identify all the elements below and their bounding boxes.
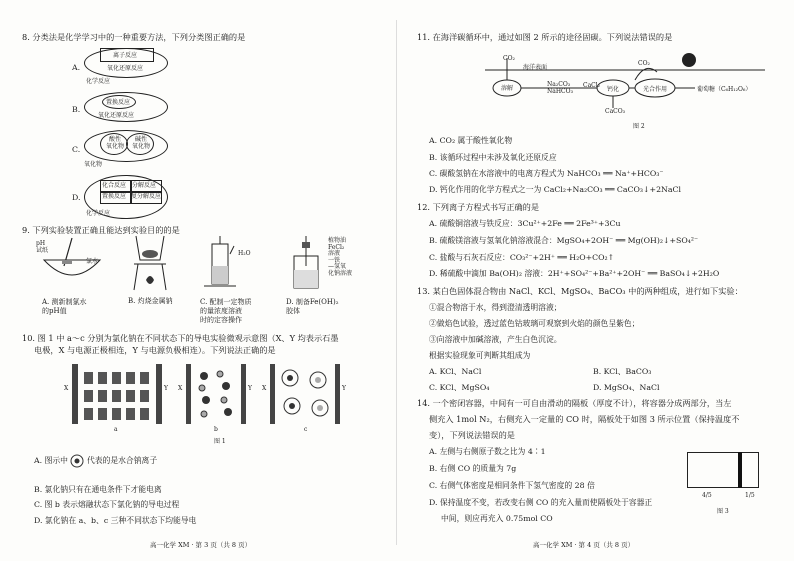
q10-option-a-text2: 代表的是水合钠离子 (86, 456, 158, 465)
q8-stem: 8. 分类法是化学学习中的一种重要方法，下列分类图正确的是 (22, 32, 246, 42)
q9-a-ph-label: pH 试纸 (36, 240, 49, 254)
q11-node-calc: 钙化 (607, 86, 620, 93)
q11-option-d[interactable]: D. 钙化作用的化学方程式之一为 CaCl₂+Na₂CO₃ ══ CaCO₃↓+2NaCl (429, 185, 681, 194)
q10-c-y-label: Y (342, 385, 346, 392)
q13-stem: 13. 某白色固体混合物由 NaCl、KCl、MgSO₄、BaCO₃ 中的两种组成，进行如下实验： (417, 286, 743, 296)
q12-option-b[interactable]: B. 硫酸镁溶液与氢氧化钠溶液混合：MgSO₄+2OH⁻ ══ Mg(OH)₂↓+SO₄²⁻ (429, 236, 699, 245)
q10-b-y-label: Y (248, 385, 252, 392)
q8-option-d[interactable]: D. (72, 193, 81, 202)
q13-option-b[interactable]: B. KCl、BaCO₃ (593, 367, 652, 376)
q8-option-c[interactable]: C. (72, 145, 81, 154)
q8-d-c2: 分解反应 (132, 182, 157, 189)
q14-option-c[interactable]: C. 右侧气体密度是相同条件下氢气密度的 28 倍 (429, 481, 595, 490)
q11-na-label: Na₂CO₃ NaHCO₃ (547, 81, 573, 95)
q10-fig-label: 图 1 (214, 438, 226, 445)
q9-c-apparatus-icon (200, 236, 240, 292)
q12-option-c[interactable]: C. 盐酸与石灰石反应：CO₃²⁻+2H⁺ ══ H₂O+CO₂↑ (429, 253, 615, 262)
q14-stem2: 侧充入 1mol N₂，右侧充入一定量的 CO 时，隔板处于如图 3 所示位置（保持温度不 (429, 414, 740, 424)
q12-stem: 12. 下列离子方程式书写正确的是 (417, 202, 540, 212)
q14-option-d-cont: 中间，则应再充入 0.75mol CO (441, 514, 553, 523)
q14-frac-left: 4/5 (702, 492, 712, 499)
q14-partition (738, 452, 742, 488)
q11-option-b[interactable]: B. 该循环过程中未涉及氧化还原反应 (429, 153, 557, 162)
hydrated-ion-icon (70, 454, 84, 468)
q14-stem3: 变），下列说法错误的是 (429, 430, 515, 440)
q10-fig-b-icon (186, 364, 246, 424)
q11-glucose: 葡萄糖（C₆H₁₂O₆） (697, 86, 752, 93)
q10-a-x-label: X (64, 385, 69, 392)
q14-option-b[interactable]: B. 右侧 CO 的质量为 7g (429, 464, 517, 473)
q13-option-c[interactable]: C. KCl、MgSO₄ (429, 383, 490, 392)
q10-option-c[interactable]: C. 图 b 表示熔融状态下氯化钠的导电过程 (34, 500, 180, 509)
q11-option-c[interactable]: C. 碳酸氢钠在水溶液中的电离方程式为 NaHCO₃ ══ Na⁺+HCO₃⁻ (429, 169, 664, 178)
q8-option-a[interactable]: A. (72, 63, 81, 72)
q8-d-outer: 化学反应 (86, 210, 111, 217)
q10-option-a-text: A. 图示中 (34, 456, 68, 465)
q14-option-d[interactable]: D. 保持温度不变，若改变右侧 CO 的充入量而使隔板处于容器正 (429, 498, 653, 507)
q10-a-y-label: Y (164, 385, 168, 392)
q11-caco3: CaCO₃ (605, 108, 626, 115)
q10-option-a[interactable] (34, 454, 157, 468)
q8-a-inner2: 氧化还原反应 (107, 65, 144, 72)
q9-b-apparatus-icon (130, 236, 170, 292)
q10-cap-c: c (304, 426, 308, 433)
q13-step4: 根据实验现象可判断其组成为 (429, 351, 531, 360)
q11-stem: 11. 在海洋碳循环中，通过如图 2 所示的途径固碳。下列说法错误的是 (417, 32, 673, 42)
q10-cap-b: b (214, 426, 218, 433)
q10-stem2: 电极，X 与电源正极相连，Y 与电源负极相连）。下列说法正确的是 (34, 345, 276, 355)
q9-option-b[interactable]: B. 灼烧金属钠 (128, 297, 173, 305)
q8-a-inner1: 离子反应 (113, 52, 138, 59)
q14-option-a[interactable]: A. 左侧与右侧原子数之比为 4∶1 (429, 447, 546, 456)
q13-step1: ①混合物溶于水，得到澄清透明溶液； (429, 303, 562, 312)
q10-stem: 10. 图 1 中 a～c 分别为氯化钠在不同状态下的导电实验微观示意图（X、Y 均表示石墨 (22, 333, 339, 343)
q8-c-inner1: 酸性 氧化物 (106, 136, 125, 150)
q11-node-photo: 光合作用 (643, 86, 668, 93)
q11-cacl-label: CaCl₂ (583, 82, 601, 89)
q10-cap-a: a (114, 426, 118, 433)
q13-option-a[interactable]: A. KCl、NaCl (429, 367, 482, 376)
q9-c-h2o-label: H₂O (238, 250, 251, 257)
left-footer: 高一化学 XM · 第 3 页（共 8 页） (150, 541, 252, 549)
right-footer: 高一化学 XM · 第 4 页（共 8 页） (533, 541, 635, 549)
right-page (397, 0, 794, 561)
q12-option-a[interactable]: A. 硫酸铜溶液与铁反应：3Cu²⁺+2Fe ══ 2Fe³⁺+3Cu (429, 219, 621, 228)
q9-stem: 9. 下列实验装置正确且能达到实验目的的是 (22, 225, 180, 235)
q9-a-cl-label: 氯水 (86, 258, 99, 265)
q10-fig-c-icon (270, 364, 340, 424)
q11-co2-b: CO₂ (638, 60, 650, 67)
q9-option-d[interactable]: D. 制备Fe(OH)₂ 胶体 (286, 298, 339, 315)
q8-d-c3: 置换反应 (102, 193, 127, 200)
q13-step3: ③向溶液中加碱溶液，产生白色沉淀。 (429, 335, 562, 344)
q9-d-fe-label: 植物油 FeCl₂ 溶液 一铁 —氢氧 化钠溶液 (328, 237, 353, 277)
q11-co2-a: CO₂ (503, 55, 515, 62)
q10-option-b[interactable]: B. 氯化钠只有在通电条件下才能电离 (34, 485, 162, 494)
q14-container (687, 452, 759, 488)
q10-fig-a-icon (72, 364, 162, 424)
q10-option-d[interactable]: D. 氯化钠在 a、b、c 三种不同状态下均能导电 (34, 516, 197, 525)
q10-b-x-label: X (178, 385, 183, 392)
q11-node-dissolve: 溶解 (501, 85, 514, 92)
q8-b-outer: 氧化还原反应 (98, 112, 135, 119)
q13-step2: ②做焰色试验，透过蓝色钴玻璃可观察到火焰的颜色呈紫色； (429, 319, 640, 328)
q11-option-a[interactable]: A. CO₂ 属于酸性氧化物 (429, 136, 513, 145)
q8-a-outer: 化学反应 (86, 78, 111, 85)
q8-c-inner2: 碱性 氧化物 (132, 136, 151, 150)
q8-d-c4: 复分解反应 (131, 193, 162, 200)
q8-c-outer: 氧化物 (84, 161, 103, 168)
q8-b-inner1: 置换反应 (106, 99, 131, 106)
q14-fig-label: 图 3 (717, 508, 729, 515)
q13-option-d[interactable]: D. MgSO₄、NaCl (593, 383, 660, 392)
q14-stem: 14. 一个密闭容器，中间有一可自由滑动的隔板（厚度不计），将容器分成两部分，当左 (417, 398, 732, 408)
q9-d-apparatus-icon (286, 236, 326, 292)
q11-fig-label: 图 2 (633, 123, 645, 130)
q8-option-b[interactable]: B. (72, 105, 81, 114)
q10-c-x-label: X (262, 385, 267, 392)
q14-frac-right: 1/5 (745, 492, 755, 499)
q8-d-c1: 化合反应 (102, 182, 127, 189)
q12-option-d[interactable]: D. 稀硫酸中滴加 Ba(OH)₂ 溶液：2H⁺+SO₄²⁻+Ba²⁺+2OH⁻ ══ BaSO₄↓+2H₂O (429, 269, 720, 278)
q9-option-c[interactable]: C. 配制一定物质 的量浓度溶液 时的定容操作 (200, 298, 252, 324)
q11-surface: 海洋表面 (523, 64, 548, 71)
q9-option-a[interactable]: A. 测新制氯水 的pH值 (42, 298, 87, 315)
